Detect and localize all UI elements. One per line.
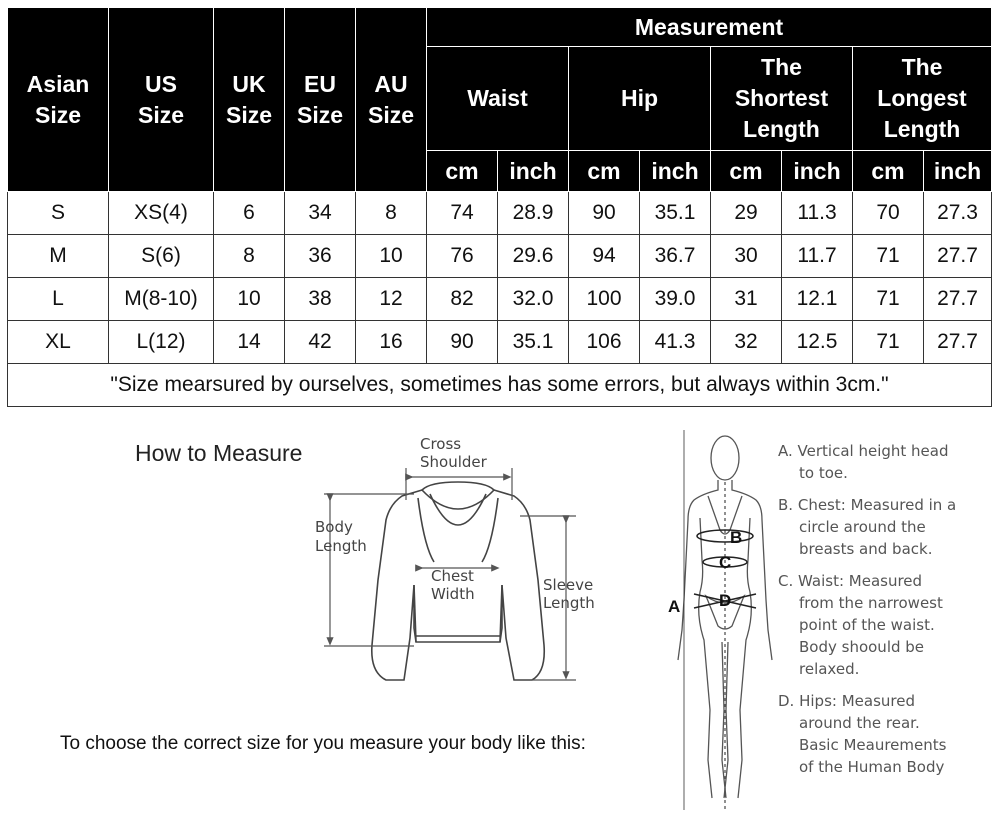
cell-au-size: 8	[356, 192, 427, 235]
cell-hip-cm: 100	[569, 278, 640, 321]
sleeve-length-label: Length	[543, 594, 595, 612]
note-text: Vertical height head to toe.	[797, 442, 949, 482]
human-body-icon	[678, 436, 772, 810]
cross-shoulder-label: Shoulder	[420, 453, 487, 471]
header-eu-size: EU Size	[285, 8, 356, 192]
note-text: Hips: Measured around the rear. Basic Meaurements of the Human Body	[799, 692, 947, 776]
cell-asian-size: M	[8, 235, 109, 278]
cell-au-size: 16	[356, 321, 427, 364]
body-length-label: Body	[315, 518, 353, 536]
cell-shortest-inch: 12.1	[782, 278, 853, 321]
cell-asian-size: L	[8, 278, 109, 321]
note-c	[778, 570, 993, 680]
cell-hip-inch: 35.1	[640, 192, 711, 235]
cell-uk-size: 6	[214, 192, 285, 235]
cell-hip-inch: 41.3	[640, 321, 711, 364]
table-row	[8, 192, 992, 235]
cell-hip-inch: 36.7	[640, 235, 711, 278]
body-letter-d: D	[719, 591, 732, 610]
header-unit-inch: inch	[498, 151, 569, 192]
cell-waist-cm: 76	[427, 235, 498, 278]
cell-eu-size: 36	[285, 235, 356, 278]
cell-eu-size: 38	[285, 278, 356, 321]
header-hip: Hip	[569, 47, 711, 151]
cell-shortest-cm: 32	[711, 321, 782, 364]
cell-us-size: L(12)	[109, 321, 214, 364]
cell-longest-inch: 27.7	[924, 321, 992, 364]
cell-waist-inch: 28.9	[498, 192, 569, 235]
note-d	[778, 690, 993, 778]
cell-longest-cm: 71	[853, 278, 924, 321]
cell-longest-inch: 27.7	[924, 278, 992, 321]
header-unit-cm: cm	[853, 151, 924, 192]
cross-shoulder-arrow	[406, 468, 512, 500]
cell-longest-cm: 71	[853, 321, 924, 364]
size-note: "Size mearsured by ourselves, sometimes has some errors, but always within 3cm."	[8, 364, 992, 407]
body-letter-a: A	[668, 597, 681, 616]
cell-shortest-inch: 11.7	[782, 235, 853, 278]
cell-waist-cm: 82	[427, 278, 498, 321]
cell-waist-cm: 90	[427, 321, 498, 364]
header-us-size: US Size	[109, 8, 214, 192]
header-unit-cm: cm	[427, 151, 498, 192]
note-text: Waist: Measured from the narrowest point of the waist. Body shoould be relaxed.	[798, 572, 943, 678]
cell-us-size: M(8-10)	[109, 278, 214, 321]
cell-waist-inch: 35.1	[498, 321, 569, 364]
body-length-arrow	[324, 494, 414, 646]
size-chart-table	[7, 7, 992, 407]
cell-hip-cm: 90	[569, 192, 640, 235]
cell-shortest-inch: 12.5	[782, 321, 853, 364]
cell-uk-size: 14	[214, 321, 285, 364]
body-length-label: Length	[315, 537, 367, 555]
header-unit-inch: inch	[640, 151, 711, 192]
cell-uk-size: 10	[214, 278, 285, 321]
header-au-size: AU Size	[356, 8, 427, 192]
header-shortest-length: The Shortest Length	[711, 47, 853, 151]
cell-shortest-inch: 11.3	[782, 192, 853, 235]
cell-asian-size: S	[8, 192, 109, 235]
choose-size-text: To choose the correct size for you measure your body like this:	[60, 733, 586, 754]
cell-eu-size: 42	[285, 321, 356, 364]
cell-au-size: 12	[356, 278, 427, 321]
header-measurement: Measurement	[427, 8, 992, 47]
measurement-lines	[684, 430, 756, 810]
cell-uk-size: 8	[214, 235, 285, 278]
table-row	[8, 235, 992, 278]
cell-waist-cm: 74	[427, 192, 498, 235]
cell-waist-inch: 32.0	[498, 278, 569, 321]
note-key: B.	[778, 496, 794, 514]
measurement-notes	[778, 440, 993, 782]
header-unit-cm: cm	[569, 151, 640, 192]
cell-us-size: XS(4)	[109, 192, 214, 235]
cell-au-size: 10	[356, 235, 427, 278]
body-letter-b: B	[730, 528, 743, 547]
cell-longest-cm: 70	[853, 192, 924, 235]
cell-hip-cm: 106	[569, 321, 640, 364]
note-text: Chest: Measured in a circle around the breasts and back.	[797, 496, 957, 558]
note-key: D.	[778, 692, 795, 710]
cell-eu-size: 34	[285, 192, 356, 235]
table-row	[8, 321, 992, 364]
cell-shortest-cm: 31	[711, 278, 782, 321]
header-unit-inch: inch	[782, 151, 853, 192]
table-row	[8, 278, 992, 321]
chest-width-label: Width	[431, 585, 475, 603]
cell-waist-inch: 29.6	[498, 235, 569, 278]
cell-asian-size: XL	[8, 321, 109, 364]
header-uk-size: UK Size	[214, 8, 285, 192]
cell-shortest-cm: 30	[711, 235, 782, 278]
cell-us-size: S(6)	[109, 235, 214, 278]
cell-shortest-cm: 29	[711, 192, 782, 235]
note-key: C.	[778, 572, 794, 590]
cell-hip-cm: 94	[569, 235, 640, 278]
note-key: A.	[778, 442, 793, 460]
header-asian-size: Asian Size	[8, 8, 109, 192]
how-to-measure-title: How to Measure	[135, 440, 303, 466]
note-b	[778, 494, 993, 560]
header-unit-cm: cm	[711, 151, 782, 192]
cell-longest-inch: 27.7	[924, 235, 992, 278]
header-longest-length: The Longest Length	[853, 47, 992, 151]
cross-shoulder-label: Cross	[420, 435, 462, 453]
sleeve-length-label: Sleeve	[543, 576, 594, 594]
header-waist: Waist	[427, 47, 569, 151]
chest-width-label: Chest	[431, 567, 474, 585]
cell-longest-cm: 71	[853, 235, 924, 278]
header-unit-inch: inch	[924, 151, 992, 192]
body-letter-c: C	[719, 553, 732, 572]
note-a	[778, 440, 993, 484]
cell-hip-inch: 39.0	[640, 278, 711, 321]
cell-longest-inch: 27.3	[924, 192, 992, 235]
size-rows	[8, 192, 992, 364]
